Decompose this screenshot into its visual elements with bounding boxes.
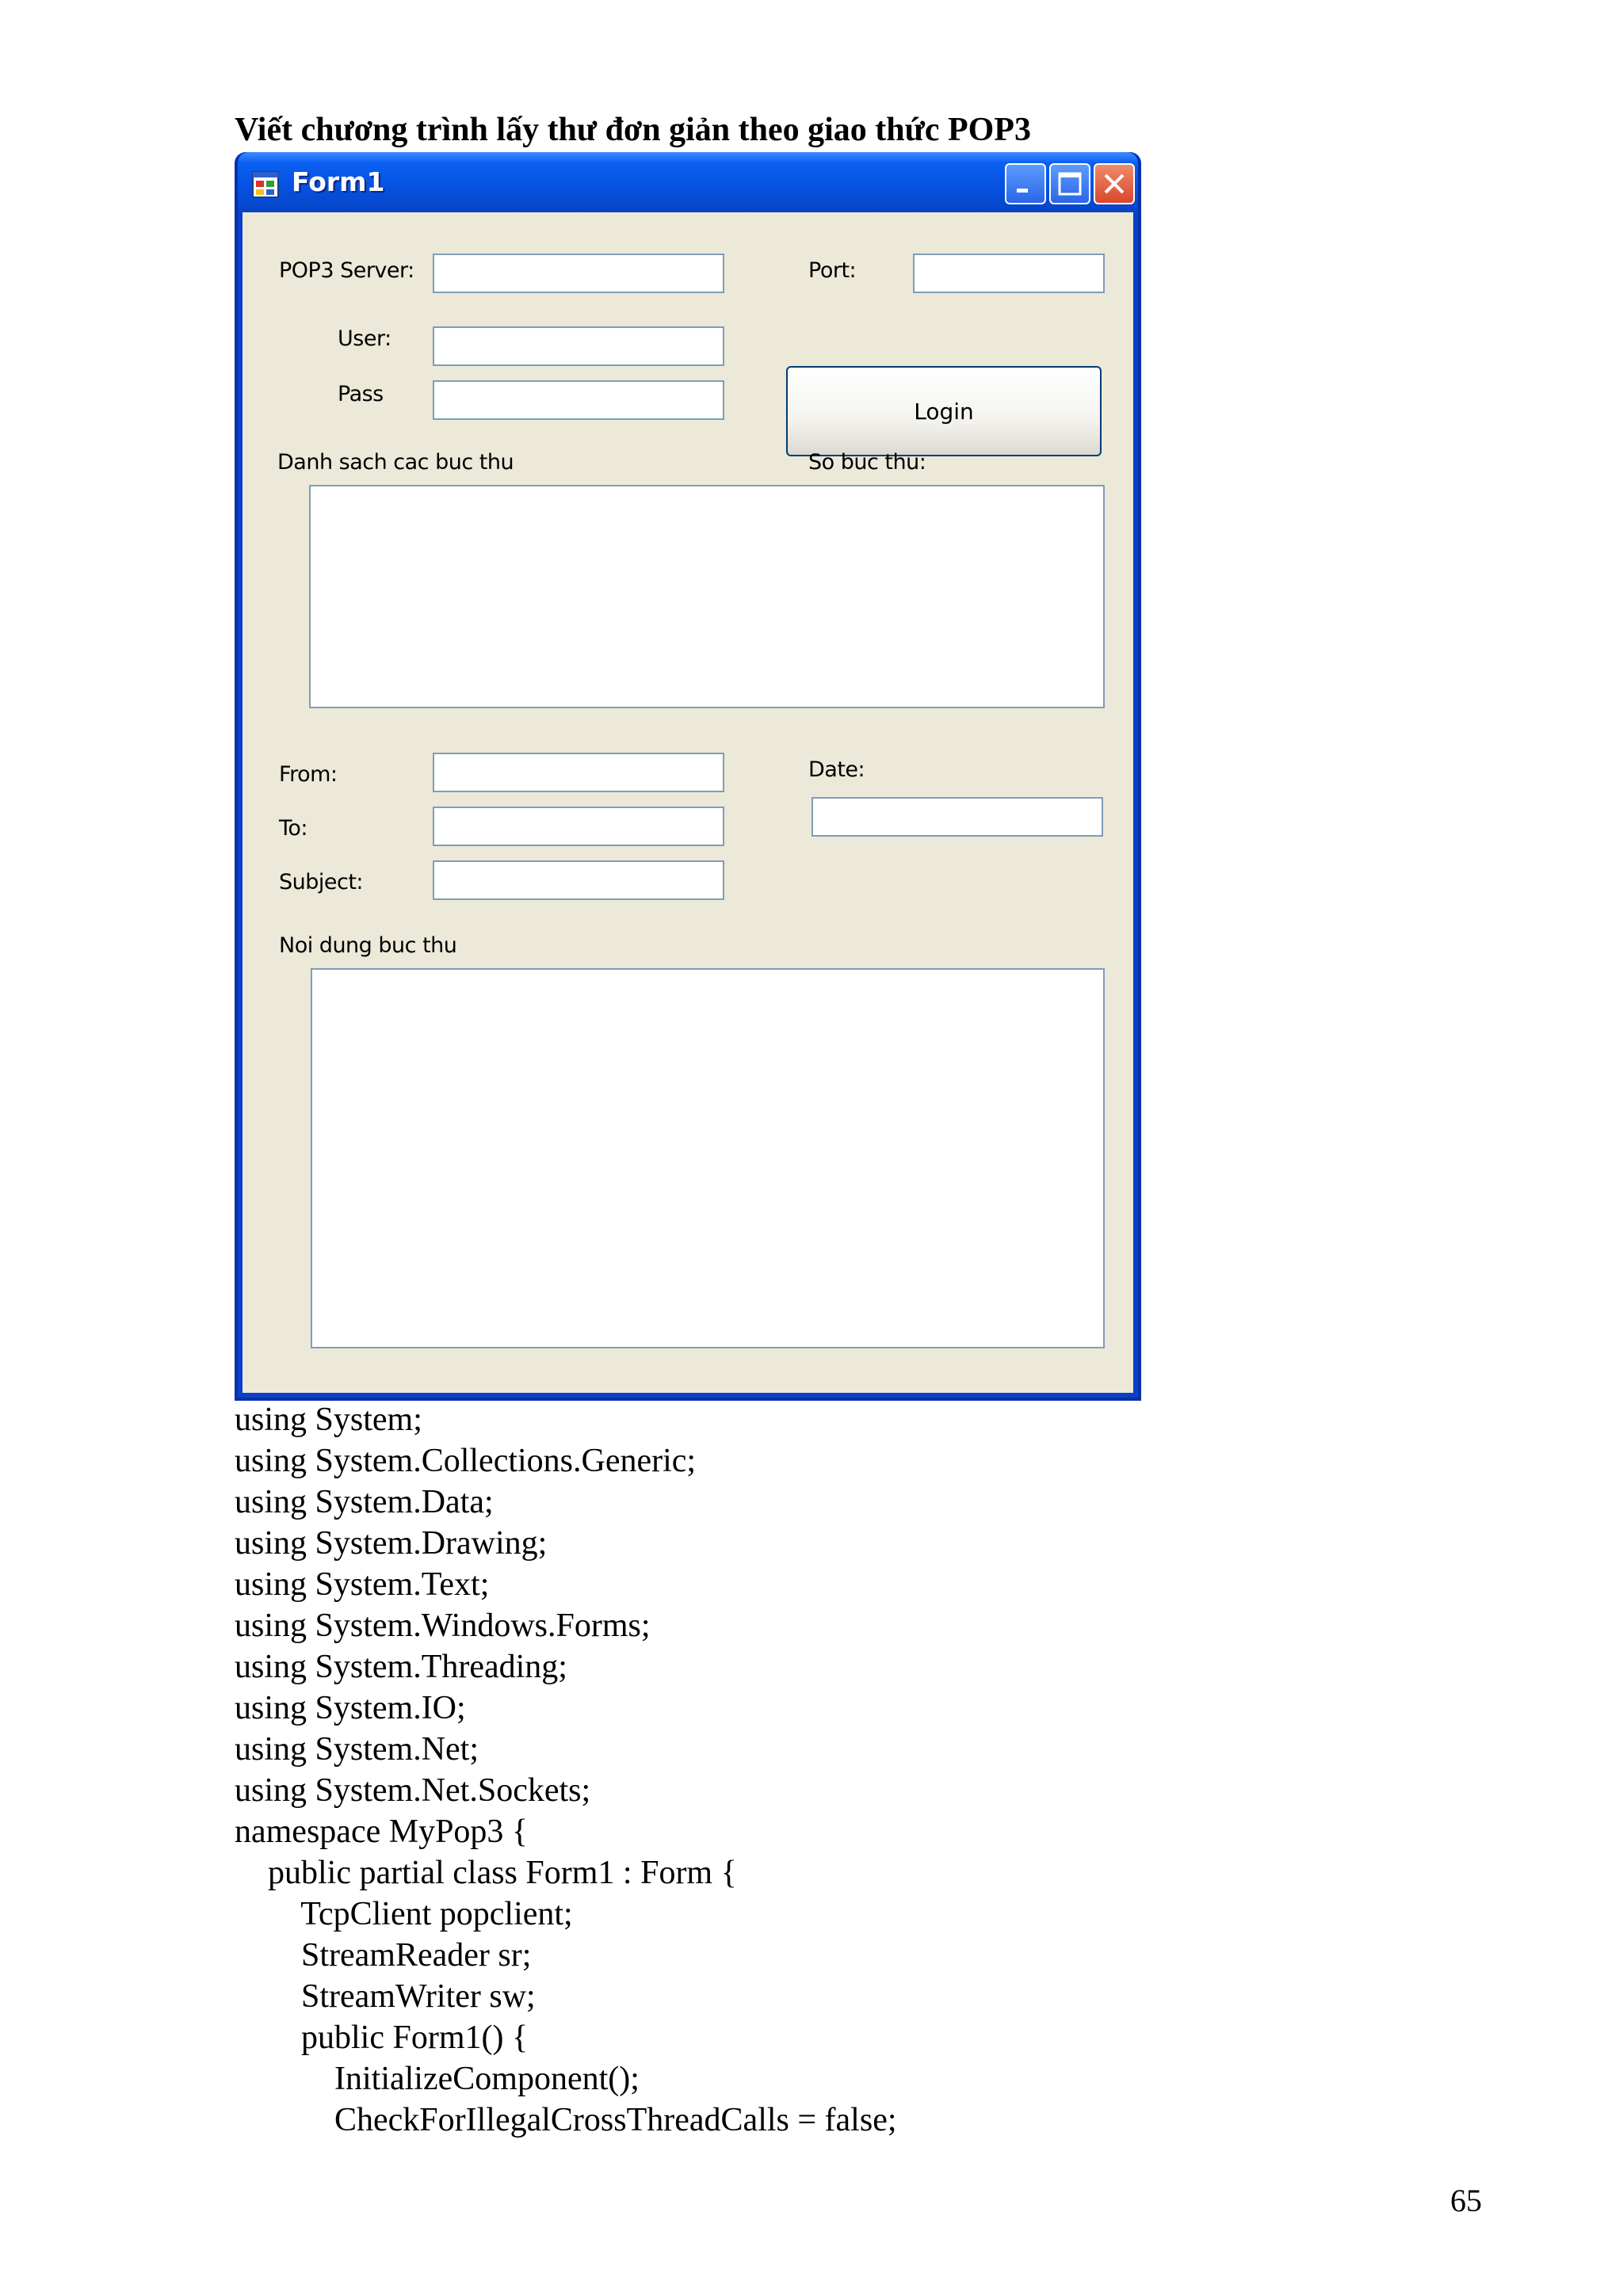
- minimize-button[interactable]: [1005, 163, 1046, 204]
- subject-label: Subject:: [279, 870, 364, 894]
- message-count-label: So buc thu:: [808, 450, 926, 475]
- code-line: using System.IO;: [235, 1690, 466, 1726]
- window-title: Form1: [292, 166, 385, 197]
- maximize-button[interactable]: [1049, 163, 1090, 204]
- body-label: Noi dung buc thu: [279, 933, 457, 958]
- pass-label: Pass: [338, 382, 384, 406]
- to-input[interactable]: [433, 807, 724, 846]
- code-line: StreamWriter sw;: [235, 1978, 536, 2015]
- login-button[interactable]: Login: [786, 366, 1102, 456]
- pass-input[interactable]: [433, 380, 724, 420]
- title-bar[interactable]: [238, 152, 1138, 212]
- code-line: TcpClient popclient;: [235, 1896, 573, 1932]
- code-block: [235, 1399, 897, 2141]
- code-line: using System.Collections.Generic;: [235, 1443, 697, 1479]
- maximize-icon: [1051, 165, 1089, 203]
- code-line: using System;: [235, 1402, 422, 1438]
- close-button[interactable]: [1094, 163, 1135, 204]
- code-line: public partial class Form1 : Form {: [235, 1855, 737, 1891]
- from-label: From:: [279, 762, 338, 787]
- code-line: namespace MyPop3 {: [235, 1814, 529, 1850]
- code-line: using System.Drawing;: [235, 1525, 548, 1562]
- message-list-label: Danh sach cac buc thu: [277, 450, 514, 475]
- windows-form-icon: [252, 171, 279, 198]
- pop3-server-label: POP3 Server:: [279, 258, 414, 283]
- minimize-icon: [1006, 165, 1044, 203]
- date-label: Date:: [808, 757, 865, 782]
- page-heading: Viết chương trình lấy thư đơn giản theo giao thức POP3: [235, 112, 1031, 148]
- form-client-area: [242, 212, 1133, 1393]
- code-line: using System.Net;: [235, 1731, 479, 1768]
- to-label: To:: [279, 816, 308, 841]
- subject-input[interactable]: [433, 860, 724, 900]
- message-list-box[interactable]: [309, 485, 1105, 708]
- code-line: using System.Threading;: [235, 1649, 567, 1685]
- port-label: Port:: [808, 258, 857, 283]
- close-icon: [1095, 165, 1133, 203]
- port-input[interactable]: [913, 254, 1105, 293]
- from-input[interactable]: [433, 753, 724, 792]
- user-label: User:: [338, 326, 391, 351]
- message-body-textarea[interactable]: [311, 968, 1105, 1348]
- code-line: InitializeComponent();: [235, 2061, 640, 2097]
- code-line: using System.Data;: [235, 1484, 494, 1520]
- code-line: using System.Net.Sockets;: [235, 1772, 591, 1809]
- form1-window: [235, 152, 1141, 1401]
- date-input[interactable]: [812, 797, 1103, 837]
- page-number: 65: [1450, 2183, 1482, 2218]
- code-line: CheckForIllegalCrossThreadCalls = false;: [235, 2102, 897, 2138]
- code-line: public Form1() {: [235, 2019, 529, 2056]
- code-line: using System.Text;: [235, 1566, 490, 1603]
- user-input[interactable]: [433, 326, 724, 366]
- code-line: using System.Windows.Forms;: [235, 1608, 651, 1644]
- pop3-server-input[interactable]: [433, 254, 724, 293]
- code-line: StreamReader sr;: [235, 1937, 532, 1974]
